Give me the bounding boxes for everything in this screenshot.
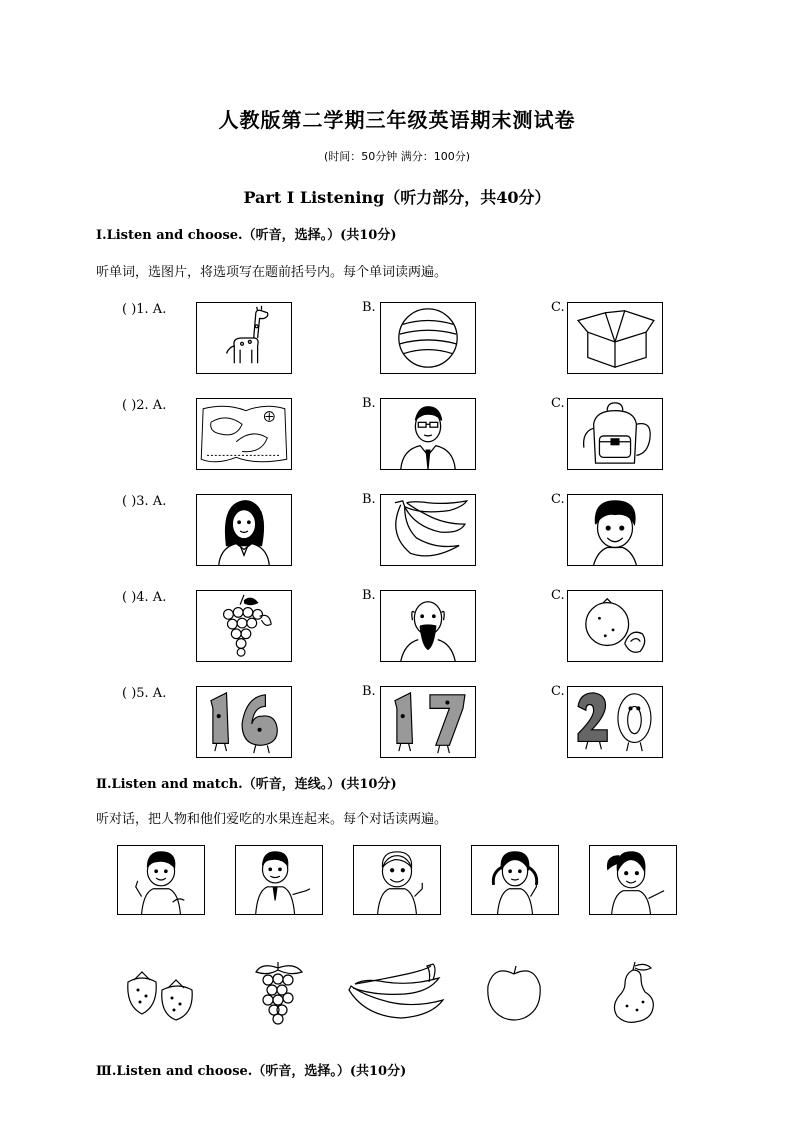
question-1-option-b: B. xyxy=(362,300,376,315)
exam-info: (时间：50分钟 满分：100分) xyxy=(323,150,471,163)
number-17-icon xyxy=(380,686,476,758)
pear-icon xyxy=(605,960,661,1026)
box-icon xyxy=(567,302,663,374)
schoolbag-icon xyxy=(567,398,663,470)
question-4-option-b: B. xyxy=(362,588,376,603)
number-20-icon xyxy=(567,686,663,758)
question-3-option-c: C. xyxy=(551,492,565,507)
bananas-icon xyxy=(380,494,476,566)
question-4-option-c: C. xyxy=(551,588,565,603)
section2-instruction: 听对话，把人物和他们爱吃的水果连起来。每个对话读两遍。 xyxy=(96,812,448,827)
boy-icon xyxy=(567,494,663,566)
apple-icon xyxy=(484,960,544,1026)
section2-heading: Ⅱ.Listen and match.（听音，连线。）(共10分) xyxy=(96,777,397,792)
orange-icon xyxy=(567,590,663,662)
boy-pointing-icon xyxy=(117,845,205,915)
number-16-icon xyxy=(196,686,292,758)
section1-heading: Ⅰ.Listen and choose.（听音，选择。）(共10分) xyxy=(96,228,397,243)
question-3-option-b: B. xyxy=(362,492,376,507)
page-title: 人教版第二学期三年级英语期末测试卷 xyxy=(218,108,576,132)
girl-pigtails-icon xyxy=(471,845,559,915)
question-5-option-c: C. xyxy=(551,684,565,699)
question-2-number: ( )2. A. xyxy=(122,398,167,413)
grandpa-icon xyxy=(380,590,476,662)
girl-ponytail-icon xyxy=(589,845,677,915)
boy-smiling-icon xyxy=(353,845,441,915)
question-3-number: ( )3. A. xyxy=(122,494,167,509)
section3-heading: Ⅲ.Listen and choose.（听音，选择。）(共10分) xyxy=(96,1064,407,1079)
bananas-icon-2 xyxy=(345,960,449,1026)
question-2-option-b: B. xyxy=(362,396,376,411)
grapes-icon xyxy=(196,590,292,662)
map-icon xyxy=(196,398,292,470)
question-2-option-c: C. xyxy=(551,396,565,411)
teacher-icon xyxy=(380,398,476,470)
question-4-number: ( )4. A. xyxy=(122,590,167,605)
question-5-option-b: B. xyxy=(362,684,376,699)
woman-icon xyxy=(196,494,292,566)
question-5-number: ( )5. A. xyxy=(122,686,167,701)
question-1-number: ( )1. A. xyxy=(122,302,167,317)
part-heading: Part Ⅰ Listening（听力部分，共40分） xyxy=(243,188,551,207)
strawberries-icon xyxy=(118,960,202,1026)
ball-icon xyxy=(380,302,476,374)
section1-instruction: 听单词，选图片，将选项写在题前括号内。每个单词读两遍。 xyxy=(96,265,448,280)
boy-tie-icon xyxy=(235,845,323,915)
grapes-icon-2 xyxy=(248,960,308,1026)
question-1-option-c: C. xyxy=(551,300,565,315)
giraffe-icon xyxy=(196,302,292,374)
